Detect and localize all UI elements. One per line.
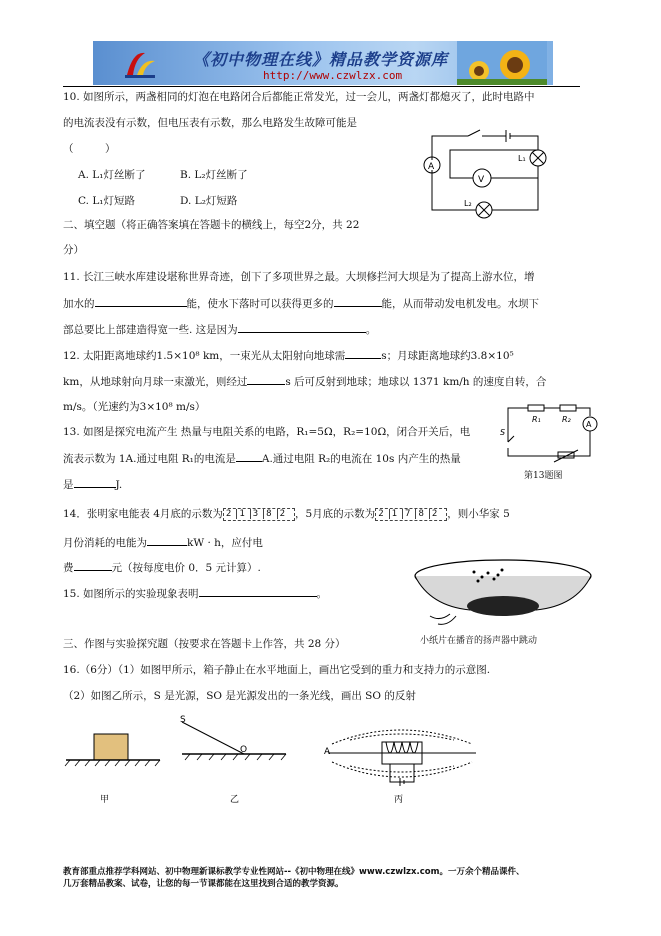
page-footer <box>63 866 603 890</box>
q10-l1-label: L₁ <box>518 154 526 163</box>
figure-bing-solenoid <box>328 730 476 786</box>
q14-blank-2[interactable] <box>74 560 112 571</box>
q11-blank-2[interactable] <box>334 296 382 307</box>
q12-line-3: m/s。（光速约为3×10⁸ m/s） <box>63 401 206 413</box>
section3-title: 三、作图与实验探究题（按要求在答题卡上作答，共 28 分） <box>63 638 346 650</box>
site-logo-icon <box>123 47 157 79</box>
banner-title: 《初中物理在线》精品教学资源库 <box>193 50 449 69</box>
sunflower-icon <box>457 41 547 85</box>
q16-line-1: 16.（6分）（1）如图甲所示，箱子静止在水平地面上，画出它受到的重力和支持力的示意图. <box>63 664 491 676</box>
header-banner <box>93 41 553 85</box>
q13-r1-label: R₁ <box>532 415 541 424</box>
q11-line-2: 加水的 能，使水下落时可以获得更多的 能，从而带动发电机发电。水坝下 <box>63 298 539 310</box>
q10-option-c: C. L₁灯短路 <box>78 195 136 207</box>
q10-option-a: A. L₁灯丝断了 <box>78 169 146 181</box>
q15-figure-caption: 小纸片在播音的扬声器中跳动 <box>420 636 538 646</box>
section2-title: 二、填空题（将正确答案填在答题卡的横线上，每空2分，共 22 <box>63 219 360 231</box>
q14-line-3: 费 元（按每度电价 0．5 元计算）. <box>63 562 261 574</box>
figure-jia-box <box>65 734 160 766</box>
figure-bing-label: 丙 <box>394 795 404 805</box>
section2-title-2: 分） <box>63 244 84 256</box>
q11-line-3: 部总要比上部建造得宽一些. 这是因为 。 <box>63 324 377 336</box>
meter-april: 2 1 3 8 2 <box>223 508 295 521</box>
bing-point-a-label: A <box>324 747 331 757</box>
q16-line-2: （2）如图乙所示，S 是光源，SO 是光源发出的一条光线，画出 SO 的反射 <box>63 690 416 702</box>
q12-blank-1[interactable] <box>345 348 381 359</box>
q10-option-b: B. L₂灯丝断了 <box>180 169 248 181</box>
q13-blank-1[interactable] <box>236 451 262 462</box>
q15-line-1: 15. 如图所示的实验现象表明 。 <box>63 588 328 600</box>
q15-blank-1[interactable] <box>199 586 317 597</box>
q14-blank-1[interactable] <box>147 535 187 546</box>
q16-figures <box>60 712 500 808</box>
q13-ammeter-label: A <box>586 420 592 429</box>
q12-line-1: 12. 太阳距离地球约1.5×10⁸ km，一束光从太阳射向地球需 s；月球距离地球约3.8×10⁵ <box>63 350 514 362</box>
q11-blank-1[interactable] <box>95 296 187 307</box>
q11-blank-3[interactable] <box>238 322 366 333</box>
meter-may: 2 1 7 8 2 <box>375 508 447 521</box>
footer-line-2: 几万套精品教案、试卷，让您的每一节课都能在这里找到合适的教学资源。 <box>63 879 344 889</box>
q13-circuit-diagram <box>496 402 602 464</box>
speaker-figure <box>410 546 596 632</box>
q10-circuit-diagram <box>410 128 560 220</box>
q10-voltmeter-label: V <box>478 175 485 185</box>
yi-source-s-label: S <box>180 715 186 725</box>
q13-switch-label: S <box>500 428 506 437</box>
q10-l2-label: L₂ <box>464 199 472 208</box>
q13-figure-caption: 第13题图 <box>524 471 563 481</box>
q14-line-1: 14．张明家电能表 4月底的示数为 2 1 3 8 2 ，5月底的示数为 2 1 7 8 2 ，则小华家 5 <box>63 508 510 520</box>
q10-ammeter-label: A <box>428 162 435 172</box>
q10-text-2: 的电流表没有示数，但电压表有示数，那么电路发生故障可能是 <box>63 117 357 129</box>
q13-line-1: 13. 如图是探究电流产生 热量与电阻关系的电路，R₁=5Ω，R₂=10Ω，闭合开关后，电 <box>63 426 471 438</box>
yi-point-o-label: O <box>240 745 248 755</box>
footer-line-1: 教育部重点推荐学科网站、初中物理新课标教学专业性网站--《初中物理在线》www.czwlzx.com。一万余个精品课件、 <box>63 867 525 877</box>
q10-answer-paren: （ ） <box>63 143 116 155</box>
q10-text: 10. 如图所示，两盏相同的灯泡在电路闭合后都能正常发光，过一会儿，两盏灯都熄灭了，此时电路中 <box>63 91 535 103</box>
q13-r2-label: R₂ <box>562 415 571 424</box>
q10-option-d: D. L₂灯短路 <box>180 195 238 207</box>
q13-line-3: 是 J. <box>63 479 123 491</box>
header-rule <box>63 86 580 87</box>
figure-yi-mirror <box>182 722 286 760</box>
figure-yi-label: 乙 <box>230 795 240 805</box>
q11-line-1: 11. 长江三峡水库建设堪称世界奇迹，创下了多项世界之最。大坝修拦河大坝是为了提高上游水位，增 <box>63 271 535 283</box>
q14-line-2: 月份消耗的电能为 kW · h，应付电 <box>63 537 263 549</box>
q12-line-2: km，从地球射向月球一束激光，则经过 s 后可反射到地球；地球以 1371 km/h 的速度自转，合 <box>63 376 547 388</box>
banner-url[interactable]: http://www.czwlzx.com <box>263 69 403 82</box>
q12-blank-2[interactable] <box>247 374 285 385</box>
q13-blank-2[interactable] <box>74 477 116 488</box>
q13-line-2: 流表示数为 1A.通过电阻 R₁的电流是 A.通过电阻 R₂的电流在 10s 内产生的热量 <box>63 453 461 465</box>
figure-jia-label: 甲 <box>100 795 110 805</box>
